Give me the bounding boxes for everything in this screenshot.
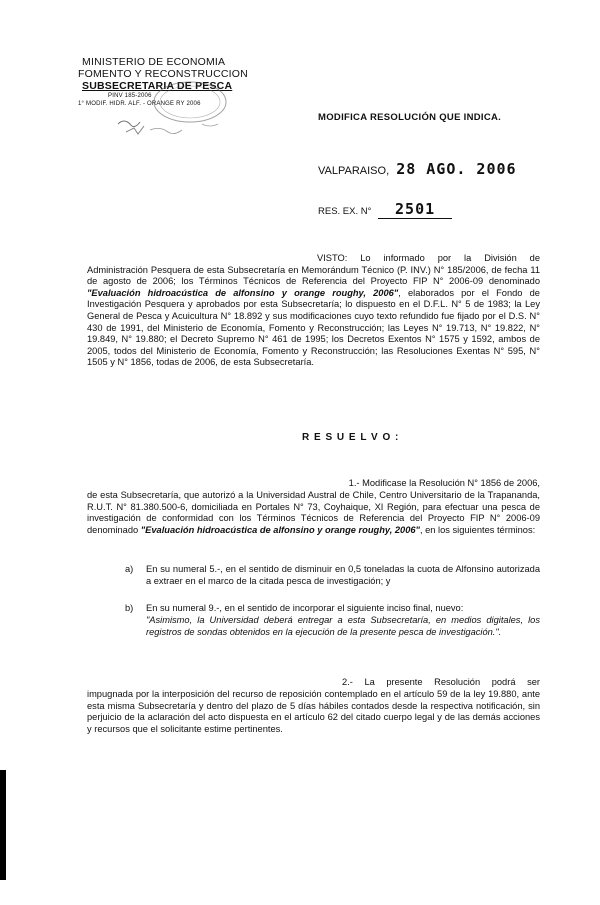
scan-margin-shadow [0,770,6,880]
sub-item-a-label: a) [125,564,134,574]
sub-item-b-text: En su numeral 9.-, en el sentido de incorporar el siguiente inciso final, nuevo: [146,603,464,613]
ministry-subname: FOMENTO Y RECONSTRUCCION [78,68,248,80]
ministry-name: MINISTERIO DE ECONOMIA [82,56,226,68]
item-1-intro: 1.- Modificase la Resolución N° 1856 de 2006, [348,478,540,488]
item-1-project-title: "Evaluación hidroacústica de alfonsino y orange roughy, 2006" [140,524,420,535]
visto-project-title: "Evaluación hidroacústica de alfonsino y orange roughy, 2006" [87,287,399,298]
resolution-label: RES. EX. N° [318,206,372,217]
visto-paragraph [87,253,540,369]
sub-item-a-text: En su numeral 5.-, en el sentido de disminuir en 0,5 toneladas la cuota de Alfonsino autorizada a extraer en el marco de la citada pesca de investigación; y [146,564,540,586]
sub-item-b-label: b) [125,603,134,613]
resolution-number-line [318,200,452,219]
visto-text-2: , elaborados por el Fondo de Investigación Pesquera y aprobados por esta Subsecretaría; lo dispuesto en el D.F.L. N° 5 de 1983; la Ley General de Pesca y Acuicultura N° 18.892 y sus modificaciones cuyo texto refundido fue fijado por el D.S. N° 430 de 1991, del Ministerio de Economía, Fomento y Reconstrucción; las Leyes N° 19.713, N° 19.822, N° 19.849, N° 19.880; el Decreto Supremo N° 461 de 1995; los Decretos Exentos N° 1575 y 1592, ambos de 2005, todos del Ministerio de Economía, Fomento y Reconstrucción; las Resoluciones Exentas N° 595, N° 1505 y N° 1856, todas de 2006, de esta Subsecretaría. [87,287,540,368]
item-1-text-2: , en los siguientes términos: [419,524,536,535]
visto-text-1: VISTO: Lo informado por la División de Administración Pesquera de esta Subsecretaría en Memorándum Técnico (P. INV.) N° 185/2006, de fecha 11 de agosto de 2006; los Términos Técnicos de Referencia del Proyecto FIP N° 2006-09 denominado [87,253,540,287]
date-stamp: 28 AGO. 2006 [396,160,517,178]
place-label: VALPARAISO, [318,165,390,177]
resolution-number: 2501 [378,200,452,219]
place-date-line [318,160,578,178]
resuelvo-heading: R E S U E L V O : [302,432,400,443]
header-ref-1: PINV 185-2006 [108,93,152,99]
sub-item-b-quote: "Asimismo, la Universidad deberá entregar a esta Subsecretaría, en medios digitales, los registros de sondas obtenidos en la ejecución de la presente pesca de investigación.". [146,615,540,637]
ministry-header [78,56,258,108]
item-2-paragraph: impugnada por la interposición del recurso de reposición contemplado en el artículo 59 de la ley 19.880, ante esta misma Subsecretaría y dentro del plazo de 5 días hábiles contados desde la respectiva notificación, sin perjuicio de la aclaración del acto dispuesta en el artículo 62 del citado cuerpo legal y de las demás acciones y recursos que el solicitante estime pertinentes. [87,689,540,734]
document-subject: MODIFICA RESOLUCIÓN QUE INDICA. [318,112,502,123]
item-2-intro: 2.- La presente Resolución podrá ser [342,677,540,687]
header-ref-2: 1° MODIF. HIDR. ALF. - ORANGE RY 2006 [78,101,201,107]
item-1-paragraph [87,490,540,536]
item-1-text-1: de esta Subsecretaría, que autorizó a la Universidad Austral de Chile, Centro Universitario de la Trapananda, R.U.T. N° 81.380.500-6, domiciliada en Portales N° 73, Coyhaique, XI Región, para efectuar una pesca de investigación de conformidad con los Términos Técnicos de Referencia del Proyecto FIP N° 2006-09 denominado [87,490,540,535]
subsecretaria-name: SUBSECRETARIA DE PESCA [82,80,233,92]
